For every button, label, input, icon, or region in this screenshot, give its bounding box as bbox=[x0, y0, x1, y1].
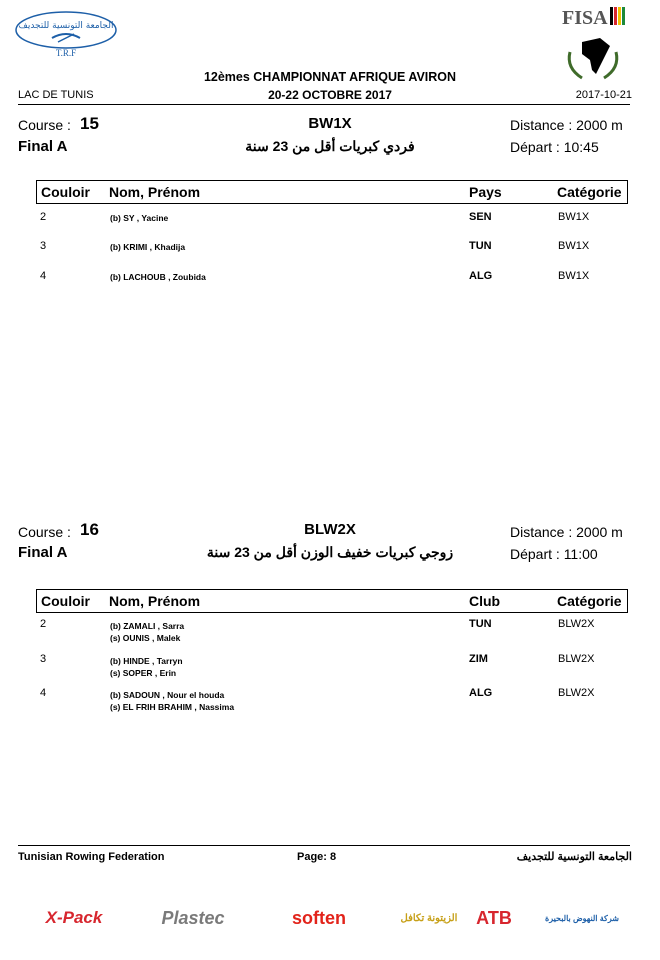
athlete-name: (s) OUNIS , Malek bbox=[110, 633, 181, 643]
footer-federation-arabic: الجامعة التونسية للتجديف bbox=[516, 851, 632, 863]
row-category: BLW2X bbox=[558, 653, 595, 665]
col-name: Nom, Prénom bbox=[109, 184, 201, 200]
sponsor-name: soften bbox=[292, 907, 346, 928]
athlete-name: (b) HINDE , Tarryn bbox=[110, 656, 183, 666]
sponsor-name: X-Pack bbox=[45, 908, 103, 927]
africa-icon bbox=[582, 38, 610, 74]
sponsor-name: الزيتونة تكافل bbox=[400, 912, 458, 924]
category-arabic: زوجي كبريات خفيف الوزن أقل من 23 سنة bbox=[206, 544, 454, 560]
print-date: 2017-10-21 bbox=[575, 89, 632, 101]
sponsor-plastec-logo bbox=[134, 900, 252, 936]
course-number: 16 bbox=[80, 520, 99, 539]
col-name: Nom, Prénom bbox=[109, 593, 201, 609]
col-category: Catégorie bbox=[557, 593, 622, 609]
athlete-name: (b) SADOUN , Nour el houda bbox=[110, 690, 225, 700]
row-category: BW1X bbox=[558, 211, 590, 223]
athlete-name: (b) SY , Yacine bbox=[110, 213, 169, 223]
row-category: BLW2X bbox=[558, 618, 595, 630]
col-country: Pays bbox=[469, 184, 502, 200]
sponsor-name: Plastec bbox=[161, 907, 225, 928]
lane-number: 3 bbox=[40, 240, 47, 252]
athlete-name: (b) ZAMALI , Sarra bbox=[110, 621, 185, 631]
departure-time: Départ : 10:45 bbox=[510, 139, 599, 155]
table-header bbox=[36, 180, 628, 204]
category-arabic: فردي كبريات أقل من 23 سنة bbox=[245, 138, 415, 154]
col-lane: Couloir bbox=[41, 184, 90, 200]
event-dates: 20-22 OCTOBRE 2017 bbox=[268, 88, 392, 102]
page-number: Page: 8 bbox=[297, 851, 337, 863]
col-club: Club bbox=[469, 593, 501, 609]
race-phase: Final A bbox=[18, 544, 68, 561]
sponsor-xpack-logo bbox=[24, 900, 124, 936]
table-header bbox=[36, 589, 628, 613]
col-lane: Couloir bbox=[41, 593, 90, 609]
course-number: 15 bbox=[80, 114, 99, 133]
distance: Distance : 2000 m bbox=[510, 524, 623, 540]
club-code: ZIM bbox=[469, 653, 488, 665]
departure-time: Départ : 11:00 bbox=[510, 546, 598, 562]
trf-logo-arabic: الجامعة التونسية للتجديف bbox=[18, 21, 114, 31]
category-code: BLW2X bbox=[304, 521, 356, 538]
lane-number: 2 bbox=[40, 618, 47, 630]
lane-number: 4 bbox=[40, 687, 47, 699]
footer-divider bbox=[18, 845, 630, 846]
lane-number: 4 bbox=[40, 270, 47, 282]
sponsor-zitouna-logo bbox=[396, 900, 462, 936]
country-code: TUN bbox=[469, 240, 492, 252]
athlete-name: (b) KRIMI , Khadija bbox=[110, 242, 186, 252]
sponsor-name: شركة النهوض بالبحيرة bbox=[545, 913, 619, 923]
row-category: BW1X bbox=[558, 270, 590, 282]
col-category: Catégorie bbox=[557, 184, 622, 200]
trf-logo-abbr: T.R.F bbox=[55, 48, 77, 58]
trf-logo bbox=[12, 8, 120, 60]
header-divider bbox=[18, 104, 630, 105]
row-category: BW1X bbox=[558, 240, 590, 252]
course-label: Course : bbox=[18, 524, 71, 540]
athlete-name: (s) EL FRIH BRAHIM , Nassima bbox=[110, 702, 235, 712]
country-code: SEN bbox=[469, 211, 492, 223]
row-category: BLW2X bbox=[558, 687, 595, 699]
country-code: ALG bbox=[469, 270, 493, 282]
club-code: TUN bbox=[469, 618, 492, 630]
course-label: Course : bbox=[18, 117, 71, 133]
venue: LAC DE TUNIS bbox=[18, 89, 94, 101]
lane-number: 3 bbox=[40, 653, 47, 665]
championship-title: 12èmes CHAMPIONNAT AFRIQUE AVIRON bbox=[203, 70, 457, 84]
sponsor-lac-de-tunis-logo bbox=[532, 900, 632, 936]
race-phase: Final A bbox=[18, 138, 68, 155]
athlete-name: (b) LACHOUB , Zoubida bbox=[110, 272, 206, 282]
distance: Distance : 2000 m bbox=[510, 117, 623, 133]
sponsor-name: ATB bbox=[476, 907, 512, 928]
fisa-logo-text: FISA bbox=[562, 7, 608, 29]
club-code: ALG bbox=[469, 687, 493, 699]
footer-federation: Tunisian Rowing Federation bbox=[18, 851, 165, 863]
lane-number: 2 bbox=[40, 211, 47, 223]
sponsor-atb-logo bbox=[466, 900, 522, 936]
athlete-name: (s) SOPER , Erin bbox=[110, 668, 177, 678]
sponsor-soften-logo bbox=[264, 900, 374, 936]
category-code: BW1X bbox=[308, 115, 352, 132]
